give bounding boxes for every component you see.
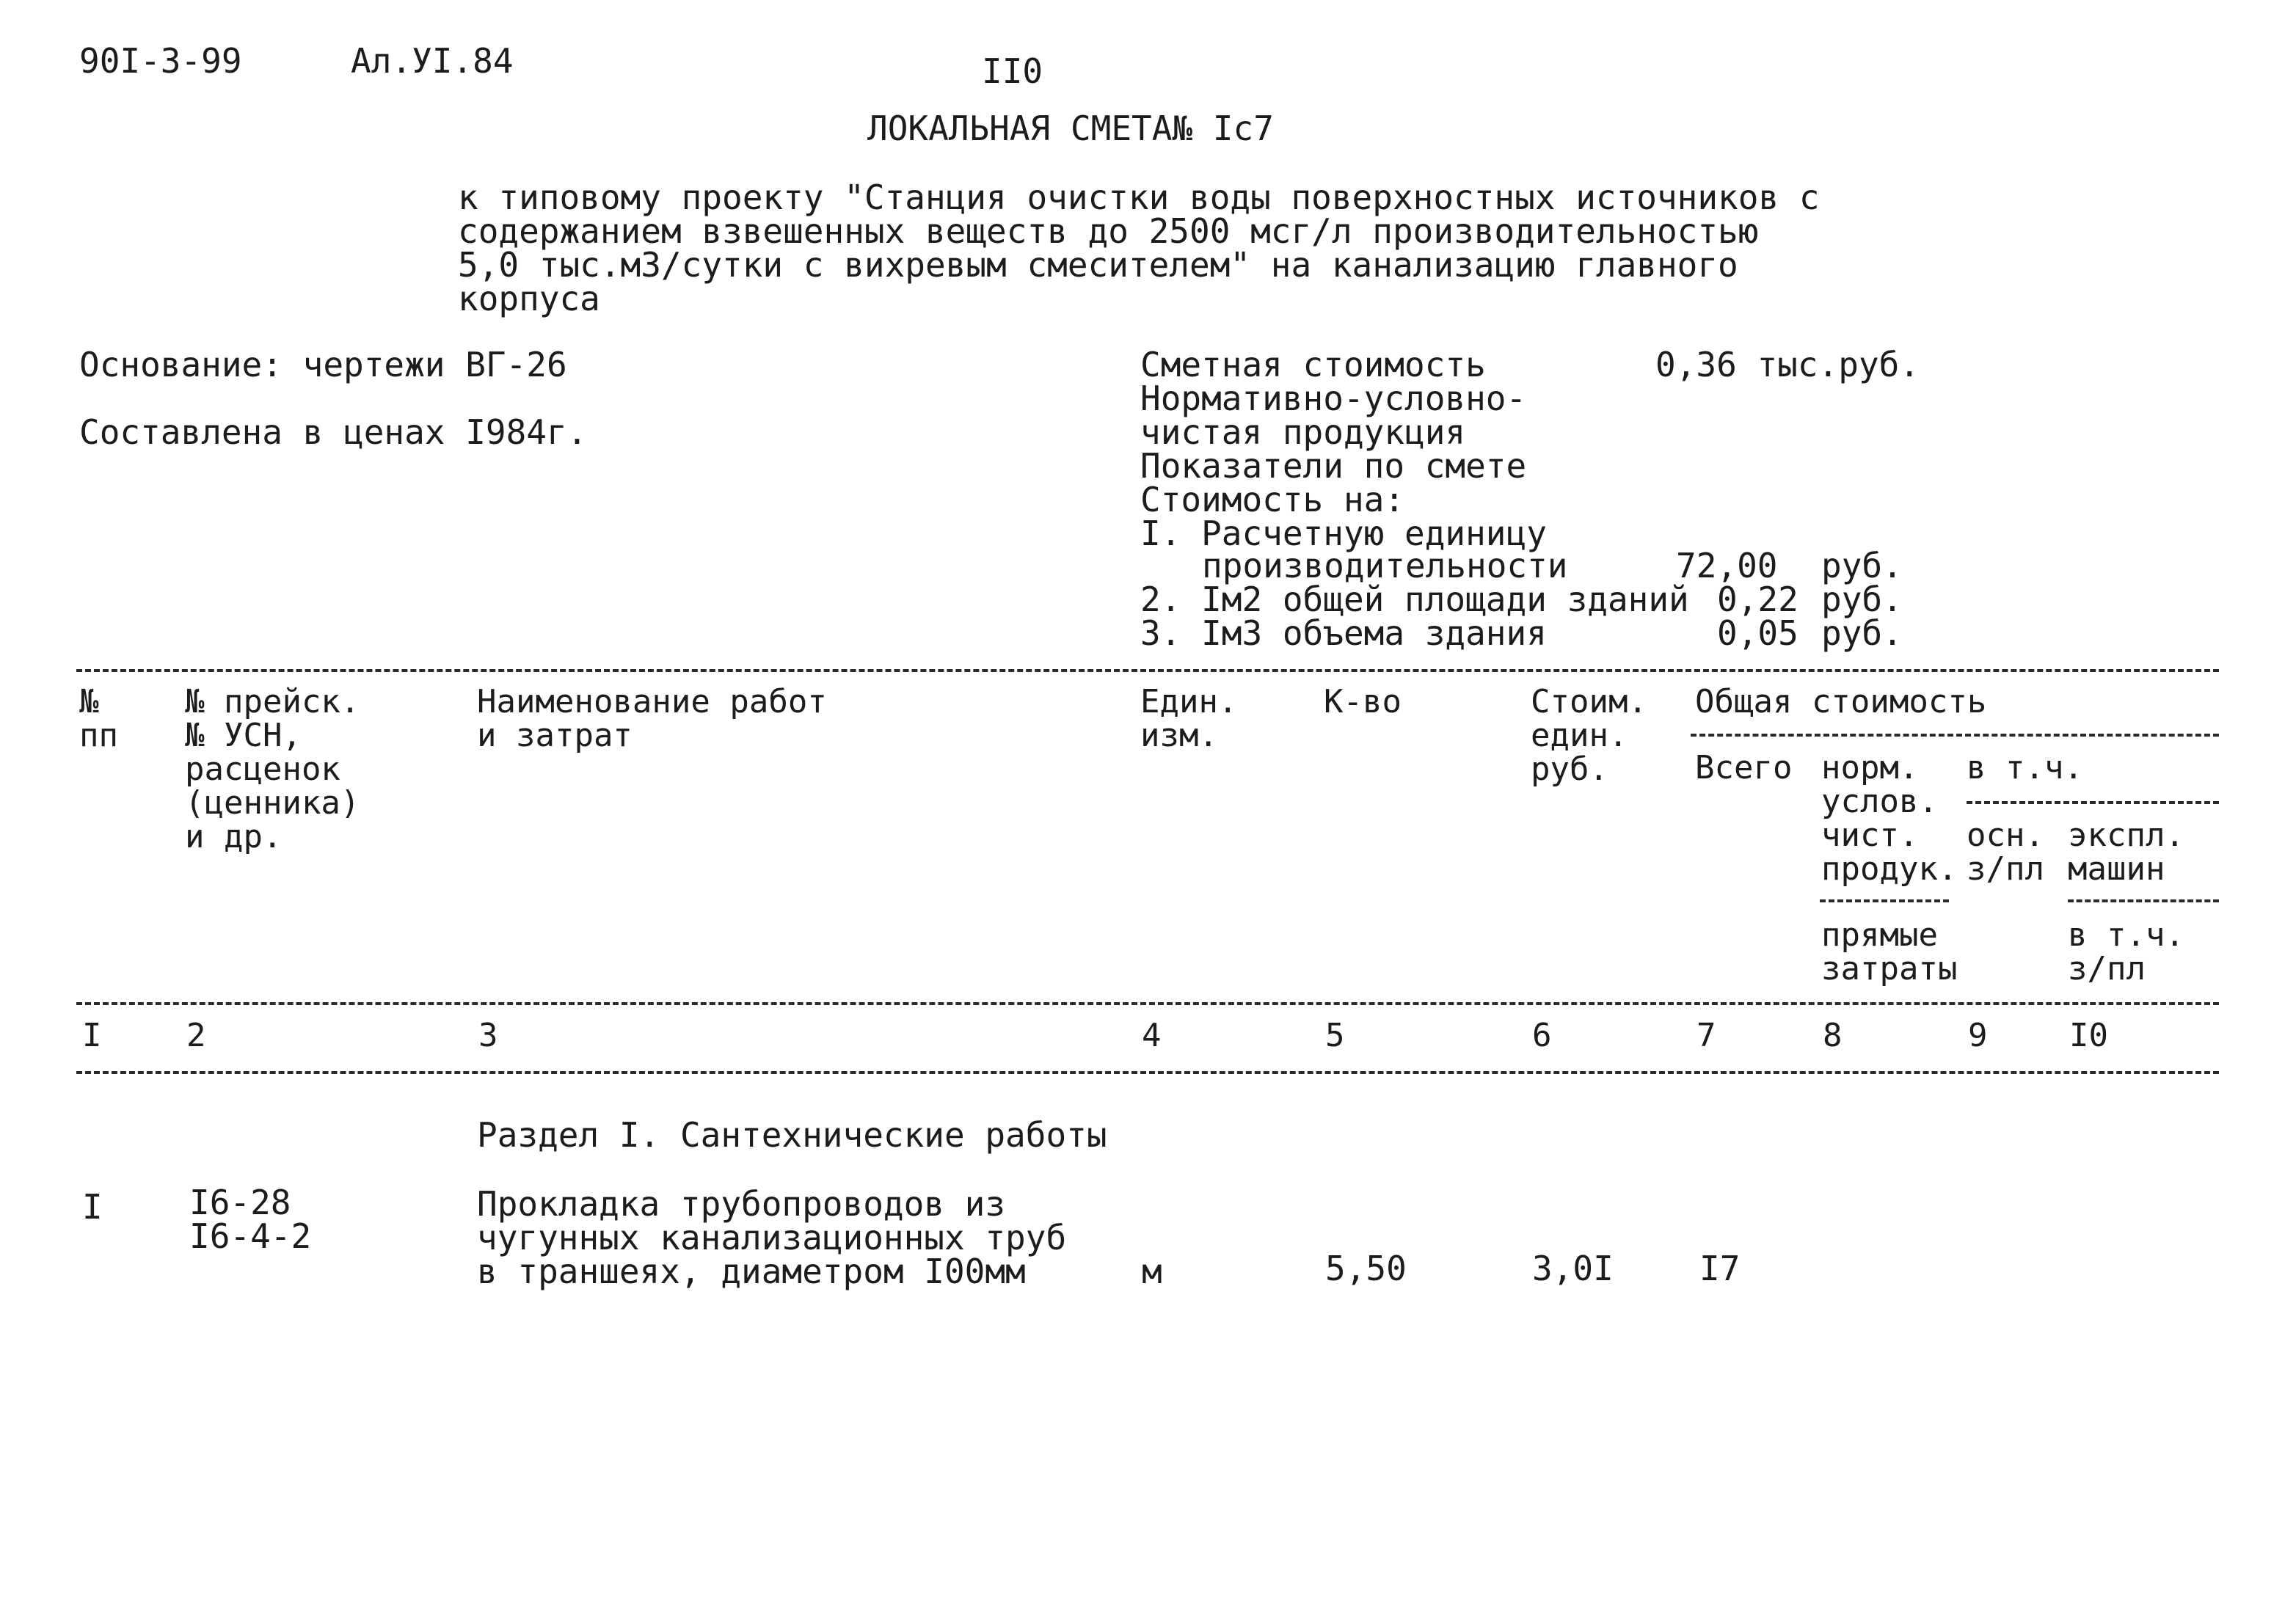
column-numbers-rule [76, 1071, 2219, 1074]
prices-line: Составлена в ценах I984г. [79, 412, 588, 452]
row-quantity: 5,50 [1325, 1249, 1407, 1288]
col-header-unit-cost: Стоим. един. руб. [1531, 683, 1647, 788]
col-header-work-name: Наименование работ и затрат [477, 683, 827, 754]
intro-line-2: содержанием взвешенных веществ до 2500 мсг/л производительностью [458, 211, 1759, 251]
eksp-subrule [2068, 899, 2219, 902]
incl-rule [1967, 801, 2219, 804]
col-header-number: № пп [79, 683, 118, 754]
table-top-rule [76, 669, 2219, 672]
column-number: I0 [2069, 1017, 2108, 1054]
col-header-base-wage: осн. з/пл [1967, 817, 2044, 888]
indicator-3-label: 3. Iм3 объема здания [1140, 613, 1547, 653]
col-header-quantity: К-во [1324, 683, 1402, 720]
section-title: Раздел I. Сантехнические работы [477, 1115, 1107, 1155]
indicator-3-value: 0,05 [1717, 613, 1798, 653]
row-work-name-1: Прокладка трубопроводов из [477, 1184, 1006, 1224]
norm-production-line-1: Нормативно-условно- [1140, 379, 1527, 418]
column-number: 2 [186, 1017, 206, 1054]
indicator-1-value: 72,00 [1676, 546, 1778, 585]
page-number: II0 [982, 51, 1043, 91]
indicator-2-unit: руб. [1821, 580, 1903, 619]
row-number: I [82, 1187, 103, 1227]
column-number: 6 [1532, 1017, 1552, 1054]
cost-on-label: Стоимость на: [1140, 480, 1405, 519]
norm-production-line-2: чистая продукция [1140, 412, 1466, 452]
col-header-norm-production: норм. услов. чист. продук. [1821, 749, 1958, 888]
album-number: Ал.УI.84 [351, 41, 514, 81]
row-total: I7 [1699, 1249, 1741, 1288]
total-cost-rule [1691, 734, 2219, 737]
col-header-all: Всего [1695, 749, 1793, 786]
indicator-1-unit: руб. [1821, 546, 1903, 585]
intro-line-3: 5,0 тыс.м3/сутки с вихревым смесителем" на канализацию главного [458, 245, 1738, 285]
indicator-2-label: 2. Iм2 общей площади зданий [1140, 580, 1689, 619]
col-header-including: в т.ч. [1967, 749, 2083, 786]
indicator-3-unit: руб. [1821, 613, 1903, 653]
col-header-direct-costs: прямые затраты [1821, 916, 1958, 987]
norm-subrule [1820, 899, 1949, 902]
estimate-cost-value: 0,36 тыс.руб. [1655, 345, 1920, 384]
estimate-cost-label: Сметная стоимость [1140, 345, 1486, 384]
indicator-1-line-1: I. Расчетную единицу [1140, 514, 1547, 553]
header-bottom-rule [76, 1002, 2219, 1005]
column-number: I [82, 1017, 102, 1054]
row-work-name-3: в траншеях, диаметром I00мм [477, 1252, 1026, 1291]
indicator-1-line-2: производительности [1202, 546, 1568, 585]
column-number: 9 [1968, 1017, 1988, 1054]
row-price-code-1: I6-28 [189, 1183, 291, 1222]
column-number: 3 [478, 1017, 498, 1054]
indicator-2-value: 0,22 [1717, 580, 1798, 619]
document-code: 90I-3-99 [79, 41, 242, 81]
row-unit: м [1142, 1252, 1162, 1291]
row-unit-cost: 3,0I [1532, 1249, 1614, 1288]
indicators-label: Показатели по смете [1140, 446, 1527, 486]
col-header-incl-wage: в т.ч. з/пл [2068, 916, 2184, 987]
row-price-code-2: I6-4-2 [189, 1216, 312, 1256]
col-header-unit: Един. изм. [1140, 683, 1238, 754]
col-header-machine-operation: экспл. машин [2068, 817, 2184, 888]
column-number: 8 [1823, 1017, 1843, 1054]
intro-line-1: к типовому проекту "Станция очистки воды поверхностных источников с [458, 178, 1820, 217]
document-title: ЛОКАЛЬНАЯ СМЕТА№ Iс7 [867, 109, 1274, 148]
column-number: 7 [1697, 1017, 1716, 1054]
column-number: 5 [1325, 1017, 1345, 1054]
col-header-total-cost: Общая стоимость [1695, 683, 1987, 720]
basis-line: Основание: чертежи ВГ-26 [79, 345, 567, 384]
intro-line-4: корпуса [458, 279, 600, 318]
col-header-price-ref: № прейск. № УСН, расценок (ценника) и др. [185, 683, 360, 855]
column-number: 4 [1142, 1017, 1162, 1054]
row-work-name-2: чугунных канализационных труб [477, 1218, 1067, 1257]
